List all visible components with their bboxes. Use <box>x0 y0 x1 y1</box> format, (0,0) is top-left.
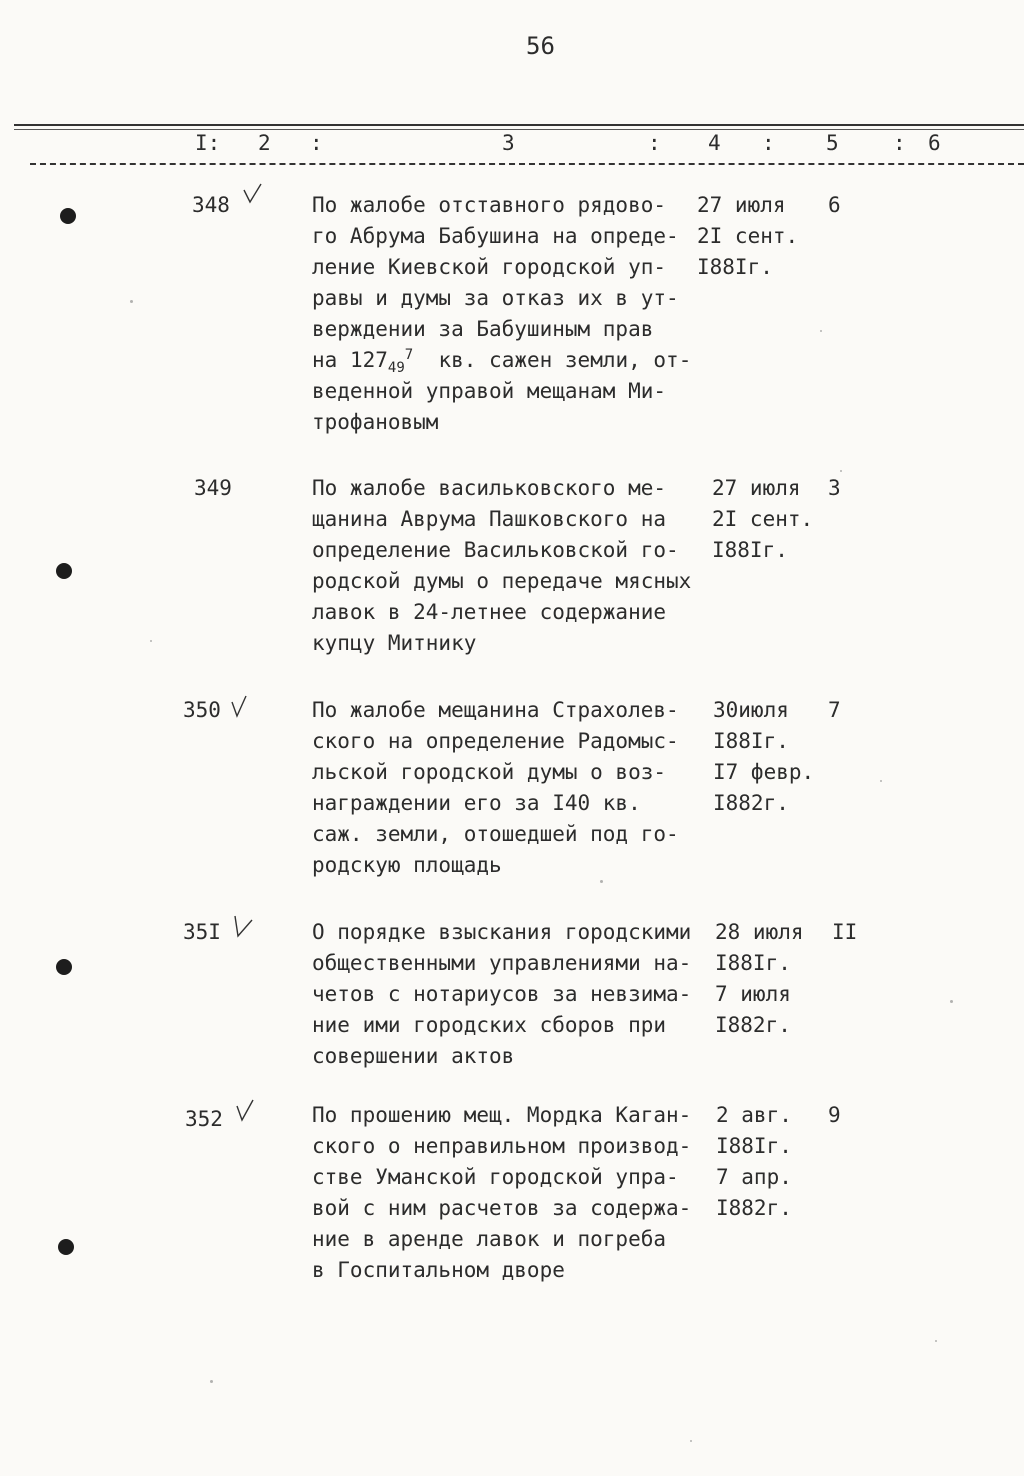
binding-hole <box>60 208 76 224</box>
record-number: 350 <box>183 698 221 722</box>
col-header-3: 3 <box>502 131 515 155</box>
scan-speck <box>130 300 133 303</box>
col-header-5: 5 <box>826 131 839 155</box>
check-mark-icon <box>242 182 264 206</box>
check-mark-icon <box>232 914 254 938</box>
col-separator: : <box>310 131 323 155</box>
page-number: 56 <box>526 32 555 60</box>
col-header-6: 6 <box>928 131 941 155</box>
record-number: 352 <box>185 1107 223 1131</box>
binding-hole <box>58 1239 74 1255</box>
record-description: По прошению мещ. Мордка Каган- ского о неправильном производ- стве Уманской городской упра- вой с ним расчетов за содержа- ние в аренде лавок и погреба в Госпитальном дворе <box>312 1103 692 1282</box>
col-header-2: 2 <box>258 131 271 155</box>
record-sheet-count: 3 <box>828 476 841 500</box>
record-sheet-count: 6 <box>828 193 841 217</box>
binding-hole <box>56 563 72 579</box>
check-mark-icon <box>234 1098 256 1122</box>
scan-speck <box>150 640 152 642</box>
header-separator <box>30 163 1024 165</box>
record-description: По жалобе отставного рядово- го Абрума Бабушина на опреде- ление Киевской городской уп- равы и думы за отказ их в ут- верждении за Бабушиным прав на $127_{49}^7$ кв. сажен земли, от- веденной управой мещанам Ми- трофановым <box>312 193 692 434</box>
record-sheet-count: 7 <box>828 698 841 722</box>
record-number: 35I <box>183 920 221 944</box>
table-top-rule <box>14 124 1024 126</box>
scan-speck <box>935 1340 937 1342</box>
col-separator: : <box>762 131 775 155</box>
check-mark-icon <box>228 694 250 718</box>
record-sheet-count: II <box>832 920 858 944</box>
record-description: По жалобе васильковского ме- щанина Аврума Пашковского на определение Васильковской го- родской думы о передаче мясных лавок в 24-летнее содержание купцу Митнику <box>312 476 692 655</box>
record-dates: 27 июля 2I сент. I88Iг. <box>697 193 799 279</box>
col-separator: : <box>893 131 906 155</box>
scan-speck <box>690 1440 692 1442</box>
scan-speck <box>950 1000 953 1003</box>
col-separator: : <box>648 131 661 155</box>
scan-speck <box>210 1380 213 1383</box>
binding-hole <box>56 959 72 975</box>
col-header-1: I: <box>195 131 221 155</box>
scan-speck <box>880 780 882 782</box>
record-dates: 27 июля 2I сент. I88Iг. <box>712 476 814 562</box>
record-number: 349 <box>194 476 232 500</box>
scan-speck <box>840 470 842 472</box>
record-description: По жалобе мещанина Страхолев- ского на определение Радомыс- льской городской думы о воз- награждении его за I40 кв. саж. земли, отошедшей под го- родскую площадь <box>312 698 679 877</box>
record-description: О порядке взыскания городскими общественными управлениями на- четов с нотариусов за невзима- ние ими городских сборов при совершении актов <box>312 920 692 1068</box>
record-number: 348 <box>192 193 230 217</box>
record-dates: 2 авг. I88Iг. 7 апр. I882г. <box>716 1103 792 1220</box>
record-dates: 30июля I88Iг. I7 февр. I882г. <box>713 698 815 815</box>
table-top-rule-thin <box>14 129 1024 130</box>
record-sheet-count: 9 <box>828 1103 841 1127</box>
scan-speck <box>820 330 822 332</box>
col-header-4: 4 <box>708 131 721 155</box>
record-dates: 28 июля I88Iг. 7 июля I882г. <box>715 920 804 1037</box>
